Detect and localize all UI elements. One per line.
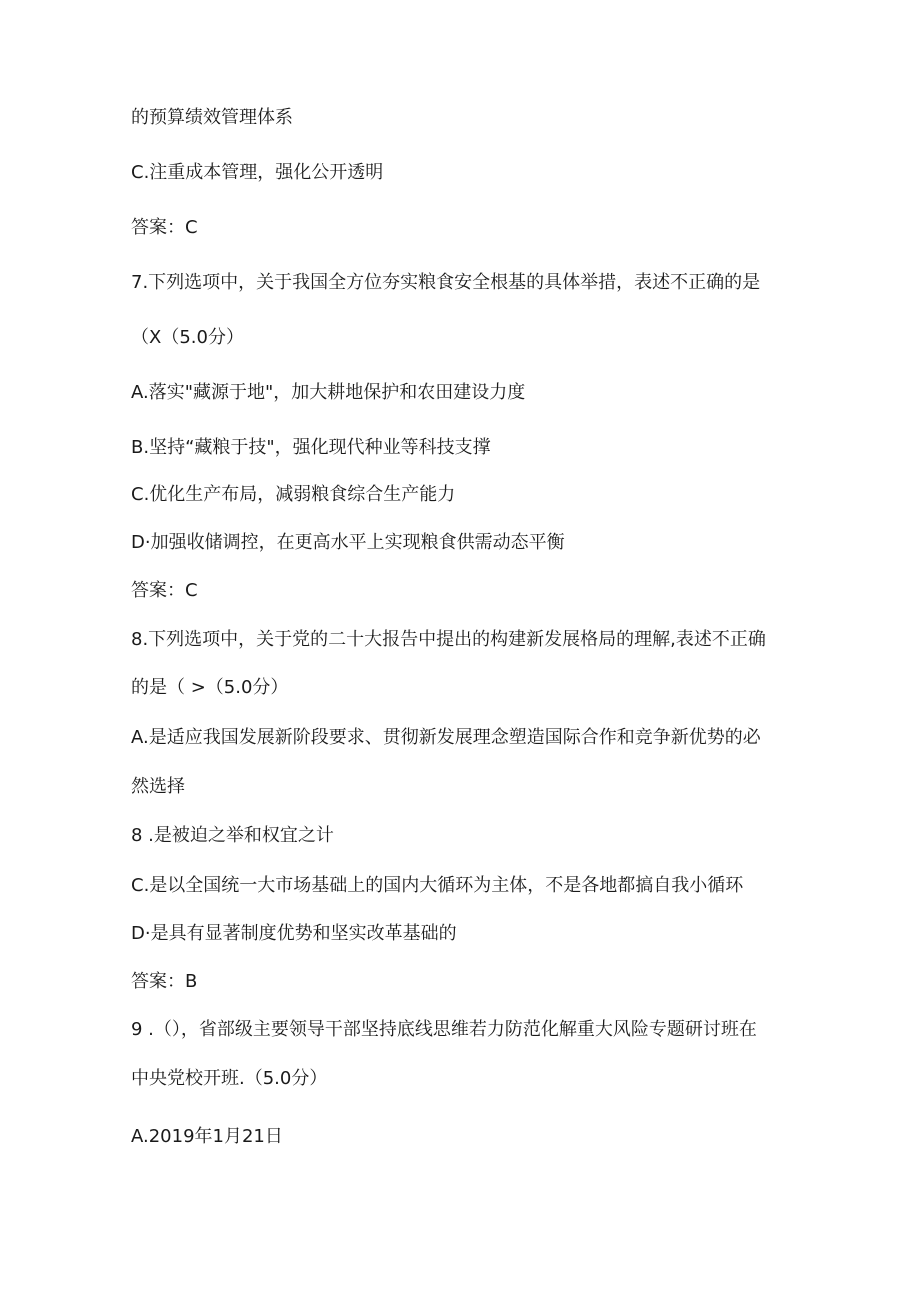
option-d-line: D·加强收储调控，在更高水平上实现粮食供需动态平衡	[131, 532, 565, 553]
question-9-continuation-line: 中央党校开班.（5.0分）	[131, 1068, 328, 1089]
option-b-line: 8 .是被迫之举和权宜之计	[131, 825, 334, 846]
option-c-line: C.注重成本管理，强化公开透明	[131, 162, 384, 183]
option-c-line: C.是以全国统一大市场基础上的国内大循环为主体，不是各地都搞自我小循环	[131, 875, 744, 896]
option-a-line: A.是适应我国发展新阶段要求、贯彻新发展理念塑造国际合作和竞争新优势的必	[131, 727, 761, 748]
answer-line: 答案：C	[131, 580, 198, 601]
question-7-line: 7.下列选项中，关于我国全方位夯实粮食安全根基的具体举措，表述不正确的是	[131, 272, 761, 293]
question-7-score-line: （X（5.0分）	[131, 327, 244, 348]
question-8-line: 8.下列选项中，关于党的二十大报告中提出的构建新发展格局的理解,表述不正确	[131, 629, 766, 650]
answer-line: 答案：C	[131, 217, 198, 238]
option-c-line: C.优化生产布局，减弱粮食综合生产能力	[131, 484, 456, 505]
option-a-line: A.2019年1月21日	[131, 1126, 283, 1147]
option-d-line: D·是具有显著制度优势和坚实改革基础的	[131, 923, 457, 944]
option-b-line: B.坚持“藏粮于技"，强化现代种业等科技支撑	[131, 437, 491, 458]
option-a-continuation-line: 然选择	[131, 776, 185, 797]
text-line: 的预算绩效管理体系	[131, 107, 293, 128]
answer-line: 答案：B	[131, 971, 198, 992]
question-9-line: 9 .（），省部级主要领导干部坚持底线思维若力防范化解重大风险专题研讨班在	[131, 1019, 757, 1040]
question-8-score-line: 的是（ >（5.0分）	[131, 677, 289, 698]
option-a-line: A.落实"藏源于地"，加大耕地保护和农田建设力度	[131, 382, 526, 403]
